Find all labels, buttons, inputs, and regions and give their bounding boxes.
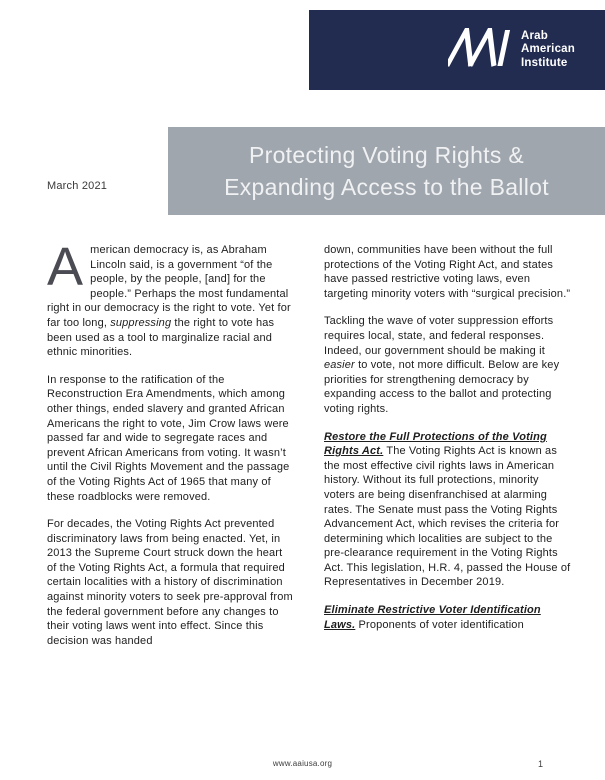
left-column — [47, 237, 294, 661]
text-run: For decades, the Voting Rights Act prevented discriminatory laws from being enacted. Yet, in 2013 the Supreme Court struck down the heart of the Voting Rights Act, a formula that required certain localities with a history of discrimination against minority voters to seek pre-approval from the federal government before any changes to their voting laws went into effect. Since this decision was handed — [47, 518, 293, 647]
text-run: to vote, not more difficult. Below are key priorities for strengthening democracy by expanding access to the ballot and protecting voting rights. — [324, 359, 560, 415]
text-run: down, communities have been without the full protections of the Voting Right Act, and states have passed restrictive voting laws, even targeting minority voters with “surgical precision.” — [324, 244, 571, 300]
org-name-line: Institute — [520, 56, 568, 69]
page-number: 1 — [537, 759, 543, 769]
right-column — [324, 243, 571, 661]
document-date: March 2021 — [47, 180, 108, 192]
text-run: The Voting Rights Act is known as the most effective civil rights laws in American history. Without its full protections, minority voters are being disenfranchised at alarming rates. The Senate must pass the Voting Rights Advancement Act, which revises the criteria for determining which localities are subject to the pre-clearance requirement in the Voting Rights Act. This legislation, H.R. 4, passed the House of Representatives in December 2019. — [324, 445, 571, 589]
article-body — [47, 237, 571, 661]
section-heading: Eliminate Restrictive Voter Identification Laws. — [324, 604, 541, 631]
paragraph — [324, 430, 571, 591]
text-run: suppressing — [110, 316, 172, 329]
section-heading: Restore the Full Protections of the Voting Rights Act. — [324, 430, 547, 458]
footer-url: www.aaiusa.org — [272, 759, 333, 768]
aai-logo-icon — [448, 28, 512, 73]
text-run: In response to the ratification of the Reconstruction Era Amendments, which among other things, ended slavery and granted African Americans the right to vote, Jim Crow laws were passed far and wide to segregate races and prevent African Americans from voting. It wasn’t until the Civil Rights Movement and the passage of the Voting Rights Act of 1965 that many of these roadblocks were removed. — [47, 373, 290, 503]
paragraph — [47, 517, 294, 648]
title-banner — [168, 127, 605, 215]
org-name-line: Arab — [520, 30, 548, 43]
text-run: the right to vote has been used as a tool to marginalize racial and ethnic minorities. — [47, 316, 275, 359]
document-title-line-1: Protecting Voting Rights & — [248, 141, 524, 168]
org-name — [521, 30, 575, 70]
paragraph — [47, 373, 294, 504]
drop-cap: A — [47, 237, 84, 297]
text-run: Tackling the wave of voter suppression efforts requires local, state, and federal responses. Indeed, our government should be making it — [324, 315, 554, 357]
aai-logo — [448, 28, 575, 73]
document-title-line-2: Expanding Access to the Ballot — [224, 174, 549, 200]
text-run: easier — [324, 359, 355, 372]
paragraph — [47, 237, 294, 360]
paragraph — [324, 243, 571, 301]
paragraph — [324, 603, 571, 632]
text-run: Proponents of voter identification — [355, 618, 524, 631]
header-navy-block — [309, 10, 605, 90]
text-run: merican democracy is, as Abraham Lincoln said, is a government “of the people, by the people, [and] for the people.” Perhaps the most fundamental right in our democracy is the right to vote. Yet for far too long, — [47, 244, 291, 329]
paragraph — [324, 314, 571, 416]
org-name-line: American — [520, 43, 575, 56]
